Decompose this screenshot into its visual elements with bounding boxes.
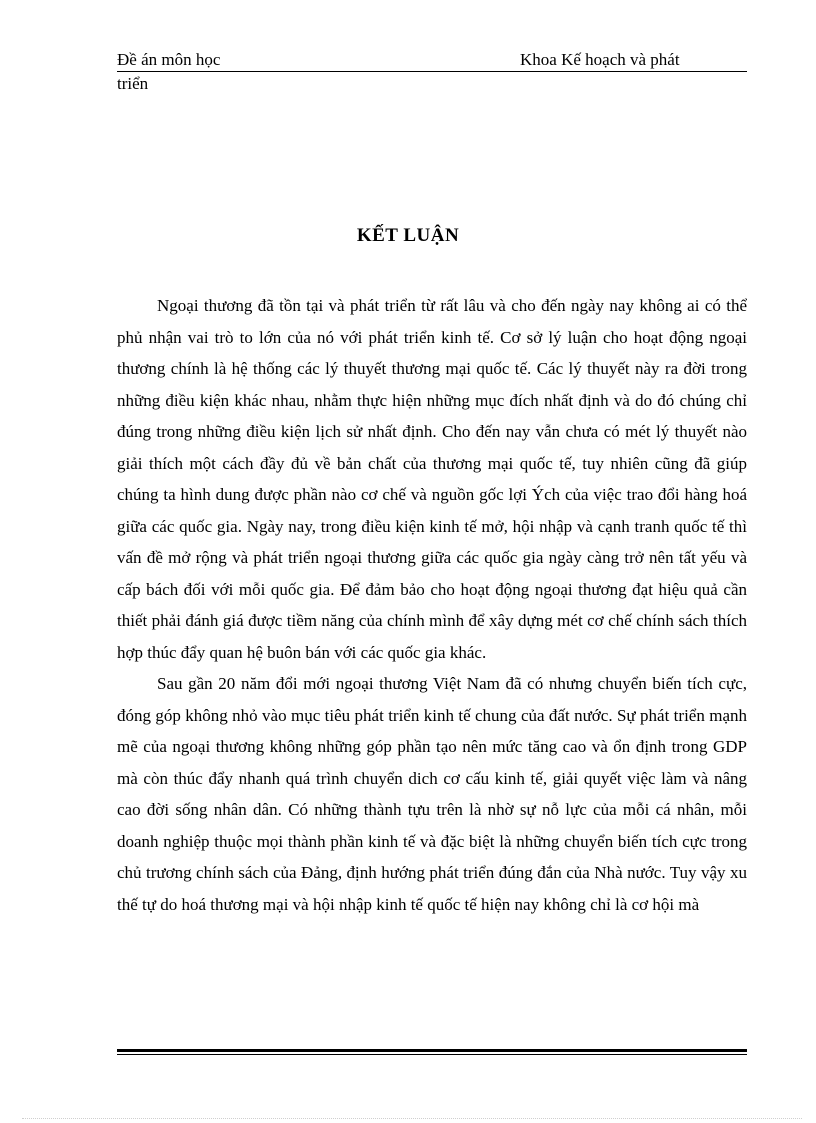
page-title: KẾT LUẬN: [356, 225, 460, 246]
paragraph-1: Ngoại thương đã tồn tại và phát triển từ rất lâu và cho đến ngày nay không ai có thể phủ nhận vai trò to lớn của nó với phát triển kinh tế. Cơ sở lý luận cho hoạt động ngoại thương chính là hệ thống các lý thuyết thương mại quốc tế. Các lý thuyết này ra đời trong những điều kiện khác nhau, nhằm thực hiện những mục đích nhất định và do đó chúng chỉ đúng trong những điều kiện lịch sử nhất định. Cho đến nay vẫn chưa có mét lý thuyết nào giải thích một cách đầy đủ về bản chất của thương mại quốc tế, tuy nhiên cũng đã giúp chúng ta hình dung được phần nào cơ chế và nguồn gốc lợi Ých của việc trao đổi hàng hoá giữa các quốc gia. Ngày nay, trong điều kiện kinh tế mở, hội nhập và cạnh tranh quốc tế thì vấn đề mở rộng và phát triển ngoại thương giữa các quốc gia ngày càng trở nên tất yếu và cấp bách đối với mỗi quốc gia. Để đảm bảo cho hoạt động ngoại thương đạt hiệu quả cần thiết phải đánh giá được tiềm năng của chính mình để xây dựng mét cơ chế chính sách thích hợp thúc đẩy quan hệ buôn bán với các quốc gia khác.: [117, 296, 747, 662]
footer-divider-thin: [117, 1054, 747, 1055]
header-course-label: Đề án môn học: [117, 50, 221, 69]
footer-divider-thick: [117, 1049, 747, 1052]
header-faculty-label-continued: triển: [117, 74, 149, 93]
header-faculty-label: Khoa Kế hoạch và phát: [520, 50, 680, 69]
document-body: [117, 290, 747, 920]
header-divider: [117, 71, 747, 72]
page-bottom-edge: [22, 1118, 802, 1119]
paragraph-2: Sau gần 20 năm đổi mới ngoại thương Việt Nam đã có nhưng chuyển biến tích cực, đóng góp không nhỏ vào mục tiêu phát triển kinh tế chung của đất nước. Sự phát triển mạnh mẽ của ngoại thương không những góp phần tạo nên mức tăng cao và ổn định trong GDP mà còn thúc đẩy nhanh quá trình chuyển dich cơ cấu kinh tế, giải quyết việc làm và nâng cao đời sống nhân dân. Có những thành tựu trên là nhờ sự nỗ lực của mỗi cá nhân, mỗi doanh nghiệp thuộc mọi thành phần kinh tế và đặc biệt là những chuyển biến tích cực trong chủ trương chính sách của Đảng, định hướng phát triển đúng đắn của Nhà nước. Tuy vậy xu thế tự do hoá thương mại và hội nhập kinh tế quốc tế hiện nay không chỉ là cơ hội mà: [117, 674, 747, 914]
